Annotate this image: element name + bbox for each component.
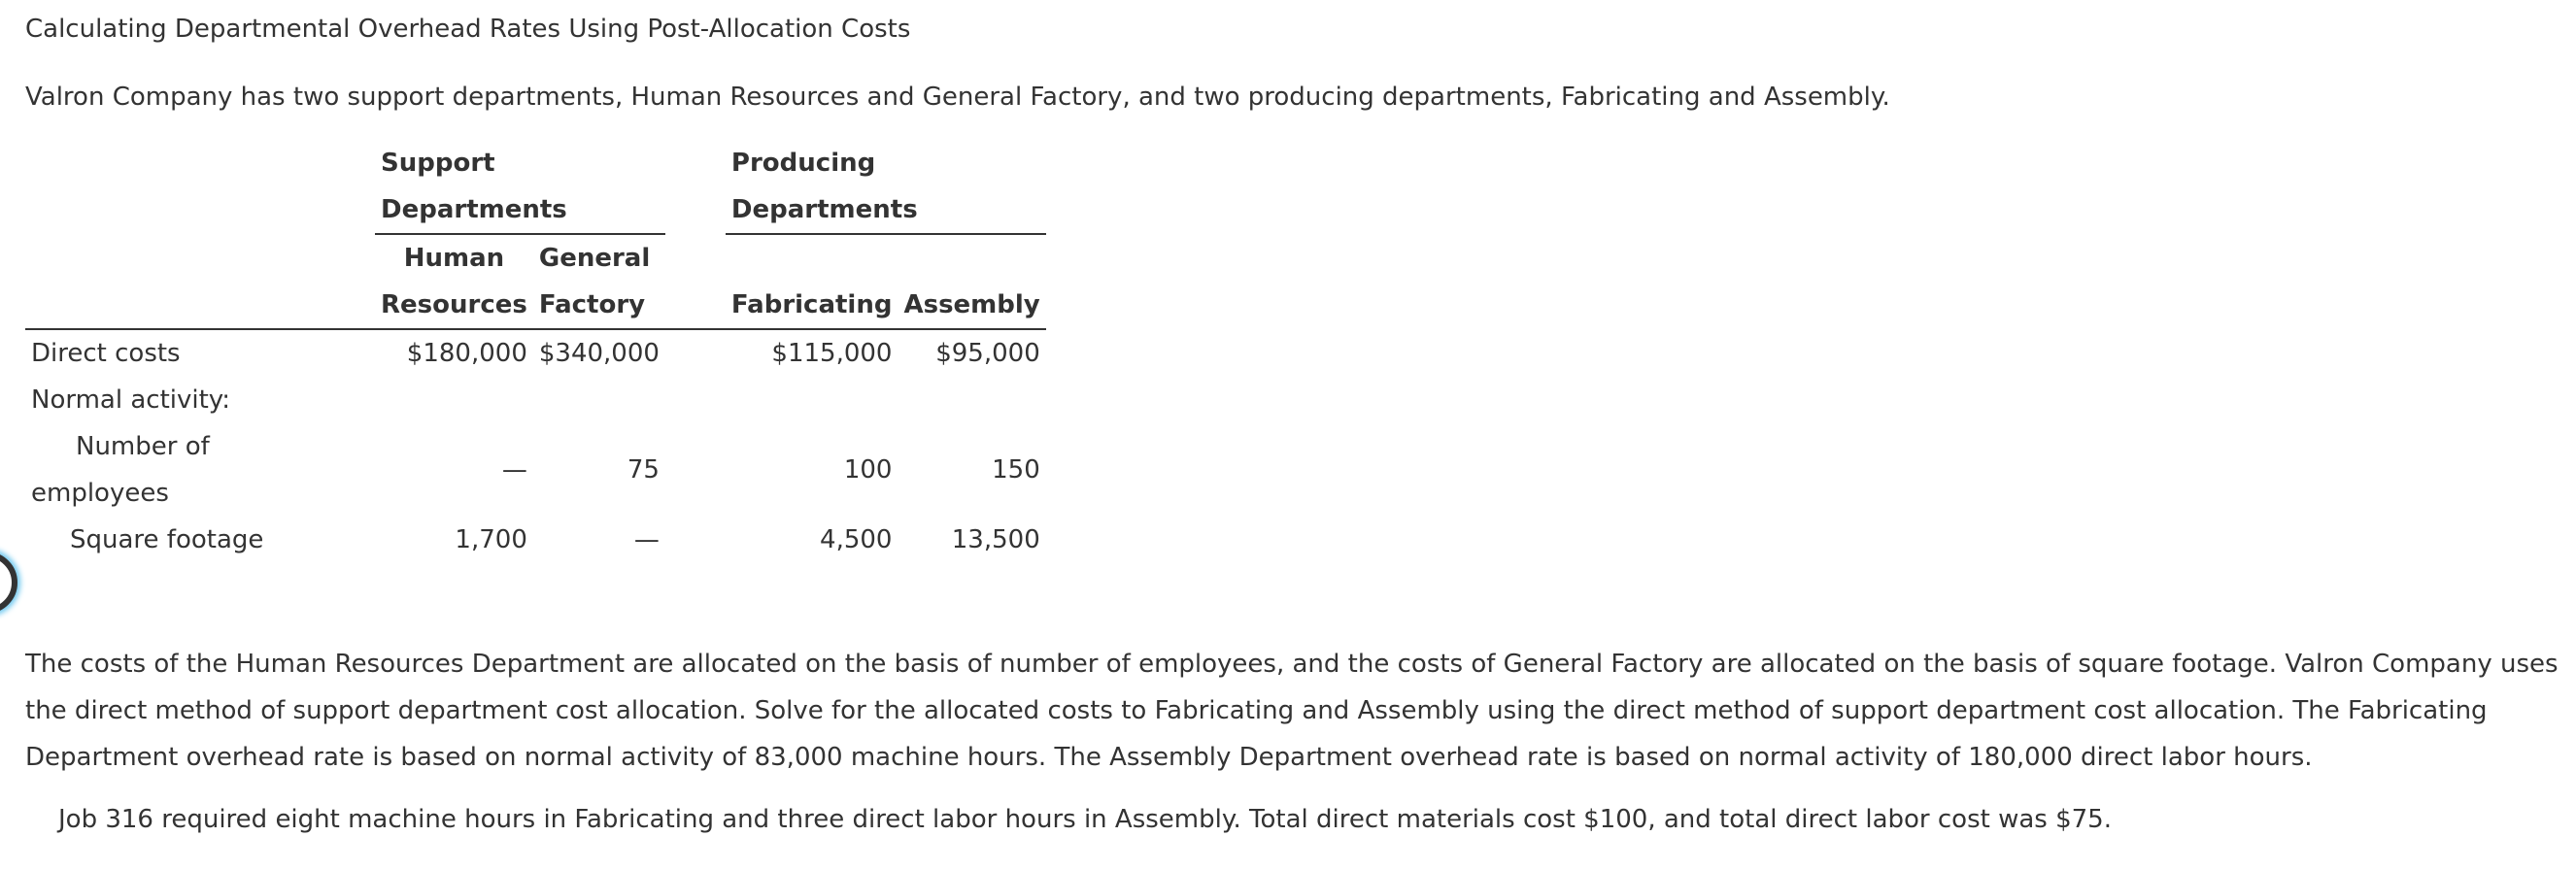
employees-row [25,423,1046,517]
producing-header-line1: Producing [730,149,876,178]
fab-employees: 100 [843,455,893,485]
group-header-row-2 [25,186,1046,234]
employees-label-line2: employees [31,479,169,508]
hr-employees: — [501,455,527,485]
square-footage-label: Square footage [70,525,264,554]
allocation-instructions-paragraph: The costs of the Human Resources Department are allocated on the basis of number of employees, and the costs of General Factory are allocated on the basis of square footage. Valron Company uses the direct method of support department cost allocation. Solve for the allocated costs to Fabricating and Assembly using the direct method of support department cost allocation. The Fabricating Department overhead rate is based on normal activity of 83,000 machine hours. The Assembly Department overhead rate is based on normal activity of 180,000 direct labor hours. [25,650,2559,772]
column-header-row-2 [25,282,1046,329]
group-header-row-1 [25,140,1046,186]
direct-costs-row [25,329,1046,377]
job-316-paragraph: Job 316 required eight machine hours in Fabricating and three direct labor hours in Assembly. Total direct materials cost $100, and total direct labor cost was $75. [58,805,2112,834]
hr-header-line1: Human [403,244,505,273]
assembly-header: Assembly [898,282,1045,329]
square-footage-row [25,517,1046,563]
gf-header-line1: General [538,244,651,273]
intro-paragraph: Valron Company has two support departments, Human Resources and General Factory, and two producing departments, Fabricating and Assembly. [25,83,1890,112]
hr-direct-costs: $180,000 [406,339,527,368]
asm-square-footage: 13,500 [951,525,1040,554]
employees-label-line1: Number of [76,432,210,461]
normal-activity-row [25,377,1046,423]
department-cost-table [25,140,1046,563]
support-header-line2: Departments [375,186,665,234]
support-header-line1: Support [381,149,495,178]
side-marker [0,552,17,614]
gf-employees: 75 [627,455,660,485]
gf-header-line2: Factory [533,282,665,329]
column-header-row-1 [25,234,1046,282]
asm-direct-costs: $95,000 [935,339,1040,368]
employees-label [25,423,375,517]
direct-costs-label: Direct costs [31,339,181,368]
fabricating-header: Fabricating [726,282,898,329]
fab-square-footage: 4,500 [820,525,893,554]
asm-employees: 150 [992,455,1040,485]
gf-square-footage: — [633,525,660,554]
hr-square-footage: 1,700 [455,525,527,554]
normal-activity-label: Normal activity: [31,385,231,415]
gf-direct-costs: $340,000 [538,339,660,368]
producing-header-line2: Departments [726,186,1046,234]
fab-direct-costs: $115,000 [771,339,893,368]
hr-header-line2: Resources [375,282,533,329]
page-title: Calculating Departmental Overhead Rates Using Post-Allocation Costs [25,15,911,44]
